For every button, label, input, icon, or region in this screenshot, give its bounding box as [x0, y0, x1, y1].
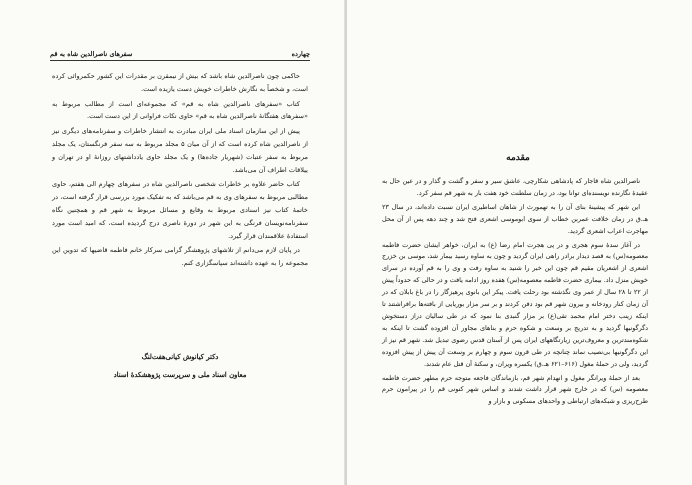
paragraph: بعد از حملهٔ ویرانگر مغول و انهدام شهر قم، بازماندگان فاجعه متوجه حرم مطهر حضرت فاطمه معصومه (س) که در خارج شهر قرار داشت شدند و اساس شهر کنونی قم را در پیرامون حرم طرح‌ریزی و شبکه‌های ارتباطی و واحدهای مسکونی و بازار و: [382, 373, 648, 406]
paragraph: حاکمی چون ناصرالدین شاه باشد که بیش از نیمقرن بر مقدرات این کشور حکمروائی کرده است، و شخصاً به نگارش خاطرات خویش دست یازیده است.: [52, 72, 308, 93]
page-number-label: چهارده: [291, 50, 310, 58]
running-title: سفرهای ناصرالدین شاه به قم: [50, 50, 133, 58]
paragraph: پیش از این سازمان اسناد ملی ایران مبادرت به انتشار خاطرات و سفرنامه‌های دیگری نیز از ناصرالدین شاه کرده است که از آن میان ۵ مجلد مربوط به سه سفر فرنگستان، یک مجلد مربوط به سفر عتبات (شهریار جاده‌ها) و یک مجلد حاوی یادداشتهای روزانهٔ او در تهران و ییلاقات اطراف آن می‌باشد.: [52, 127, 309, 174]
signature-name: دکتر کیانوش کیانی‌هفت‌لنگ: [141, 353, 219, 361]
paragraph: در آغاز سدهٔ سوم هجری و در پی هجرت امام رضا (ع) به ایران، خواهر ایشان حضرت فاطمه معصومه(س) به قصد دیدار برادر راهی ایران گردید و چون به ساوه رسید بیمار شد، موسی بن خزرج اشعری از اشعریان مقیم قم چون این خبر را شنید به ساوه رفت و وی را به قم آورده در سرای خویش منزل داد. بیماری حضرت فاطمه معصومه(س) هفده روز ادامه یافت و در حالی که حدوداً پیش از ۲۲ تا ۲۸ سال از عمر وی نگذشته بود رحلت یافت. پیکر این بانوی پرهیزگار را در باغ بابلان که در آن زمان کنار رودخانه و بیرون شهر قم بود دفن کردند و بر سر مزار بوریایی از بافته‌ها برافراشتند تا اینکه زینب دختر امام محمد تقی(ع) بر مزار گنبدی بنا نمود که در طی سالیان دراز دستخوش دگرگونیها گردید و به تدریج بر وسعت و شکوه حرم و بناهای مجاور آن افزوده گشت تا اینکه به شکوه‌مندترین و معروف‌ترین زیارتگاههای ایران پس از آستان قدس رضوی تبدیل شد. شهر قم نیز از این دگرگونیها بی‌نصیب نماند چنانچه در طی قرون سوم و چهارم بر وسعت آن پیش از پیش افزوده گردید، ولی در حملهٔ مغول (۶۱۶–۶۲۱ هـ.ق) یکسره ویران، و سکنهٔ آن قتل عام شدند.: [382, 240, 648, 368]
paragraph: در پایان لازم می‌دانم از تلاشهای پژوهشگر گرامی سرکار خانم فاطمه قاضیها که تدوین این مجموعه را به عهده داشته‌اند سپاسگزاری کنم.: [52, 246, 308, 268]
left-page: [0, 0, 345, 485]
left-page-body: [52, 70, 308, 272]
signature-block: [52, 353, 308, 389]
paragraph: کتاب حاضر علاوه بر خاطرات شخصی ناصرالدین شاه در سفرهای چهارم الی هفتم، حاوی مطالبی مربوط به سفرهای وی به قم می‌باشد که به تفکیک مورد بررسی قرار گرفته است، در خاتمهٔ کتاب نیز اسنادی مربوط به وقایع و مسائل مربوط به شهر قم و همچنین نگاه سفرنامه‌نویسان فرنگی به این شهر در دورهٔ ناصری درج گردیده است، که امید است مورد استفادهٔ علاقمندان قرار گیرد.: [52, 180, 308, 240]
page-title: مقدمه: [506, 153, 530, 163]
right-page-body: [382, 176, 648, 410]
signature-title: معاون اسناد ملی و سرپرست پژوهشکدهٔ اسناد: [113, 371, 247, 379]
paragraph: ناصرالدین شاه قاجار که پادشاهی شکارچی، عاشق سیر و سفر و گشت و گذار و در عین حال به عقیدهٔ نگارنده نویسنده‌ای توانا بود، در زمان سلطنت خود هفت بار به شهر قم سفر کرد.: [382, 177, 648, 197]
paragraph: این شهر که پیشینهٔ بنای آن را به تهمورث از شاهان اساطیری ایران نسبت داده‌اند، در سال ۲۳ هـ.ق در زمان خلافت عمربن خطاب از سوی ابوموسی اشعری فتح شد و چند دهه پس از آن محل مهاجرت اعراب اشعری گردید.: [382, 202, 648, 235]
paragraph: کتاب «سفرهای ناصرالدین شاه به قم» که مجموعه‌ای است از مطالب مربوط به «سفرهای هفتگانهٔ ناصرالدین شاه به قم» حاوی نکات فراوانی از این دست است.: [52, 99, 308, 121]
page-header: [50, 50, 310, 61]
